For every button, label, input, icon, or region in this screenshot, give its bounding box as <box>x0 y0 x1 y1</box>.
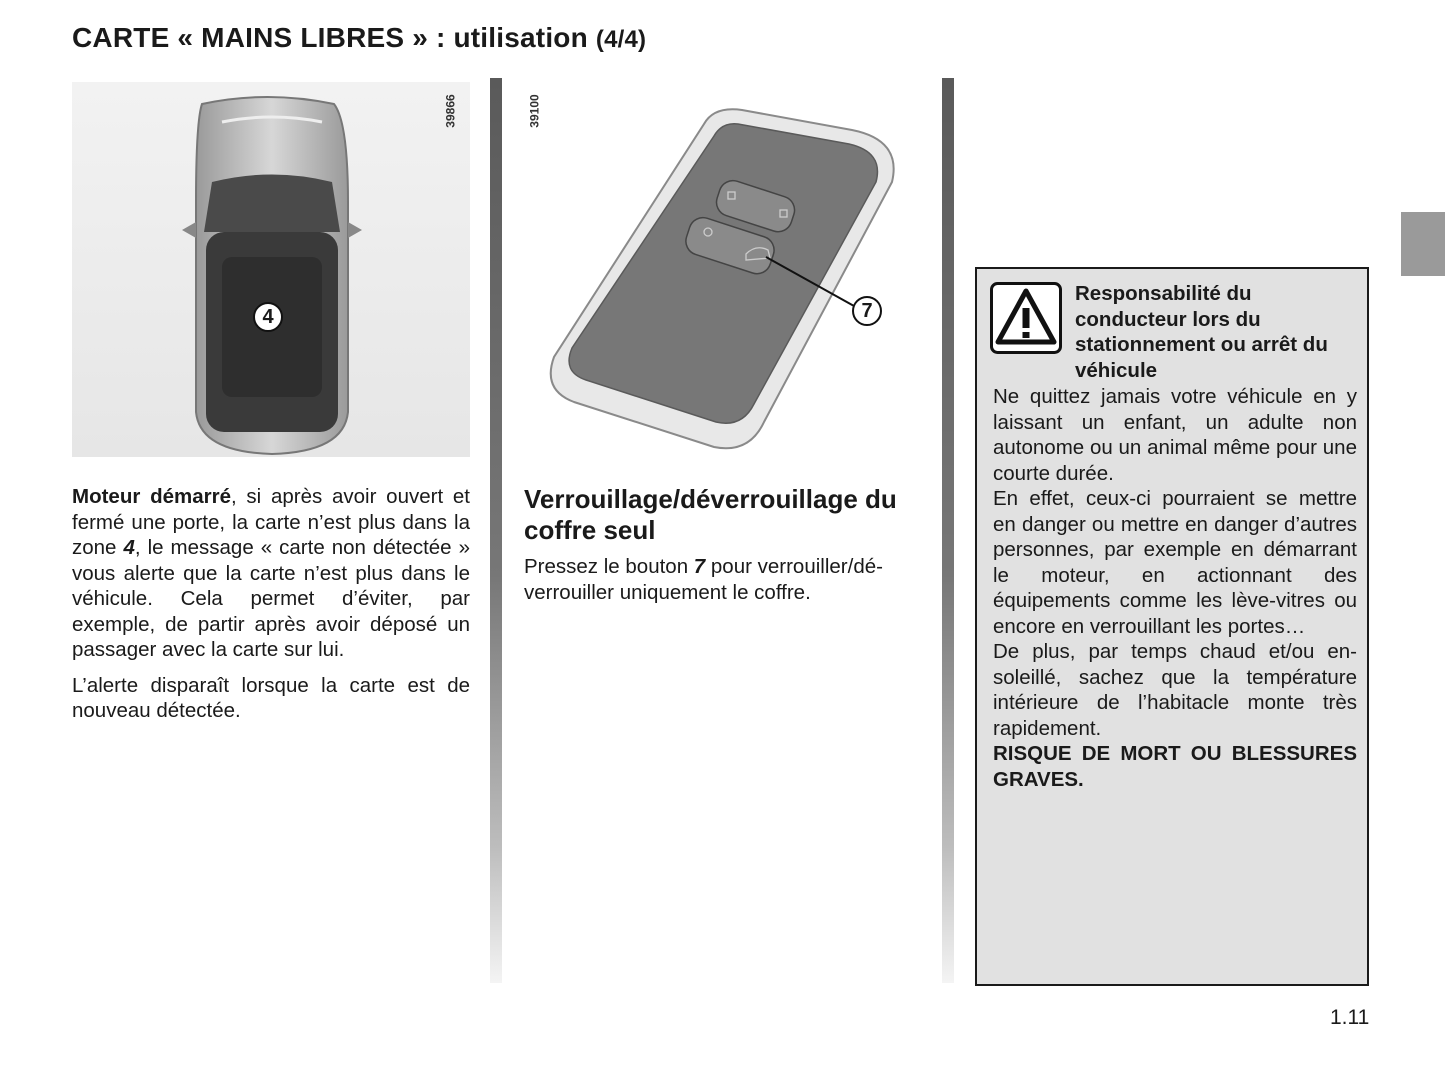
column-1-text <box>72 484 470 734</box>
paragraph-text: , si après avoir ouvert et fermé une porte, la carte n’est plus dans la zone <box>72 485 470 559</box>
page-number: 1.11 <box>1330 1006 1370 1029</box>
paragraph-text: , le message « carte non détectée » vous alerte que la carte n’est plus dans le véhicule. Cela permet d’éviter, par exemple, de partir après avoir déposé un passager avec la carte sur lui. <box>72 536 470 661</box>
paragraph-coffre <box>524 554 924 605</box>
paragraph-text: pour verrouiller/déverrouiller uniquement le coffre. <box>524 555 883 604</box>
column-divider-left <box>490 78 502 983</box>
page-title-text: CARTE « MAINS LIBRES » : utilisation <box>72 22 588 53</box>
figure-code-car: 39866 <box>443 94 458 128</box>
zone-4-label: 4 <box>253 302 283 332</box>
button-reference: 7 <box>693 555 706 578</box>
warning-paragraph-2: En effet, ceux-ci pourraient se mettre en danger ou mettre en danger d’autres personnes, par exemple en démarrant le moteur, en actionnant des équipements comme les lève-vitres ou encore en verrouillant les portes… <box>993 487 1357 638</box>
moteur-demarre-bold: Moteur démarré <box>72 485 231 508</box>
paragraph-text: Pressez le bouton <box>524 555 694 578</box>
paragraph-moteur-demarre <box>72 484 470 663</box>
figure-code-card: 39100 <box>527 94 542 128</box>
section-heading: Verrouillage/déverrouillage du coffre seul <box>524 484 897 545</box>
warning-heading: Responsabilité du conducteur lors du stationnement ou arrêt du véhicule <box>1075 282 1328 382</box>
warning-paragraph-3: De plus, par temps chaud et/ou ensoleillé, sachez que la température intérieure de l’habitacle monte très rapidement. <box>993 640 1357 740</box>
warning-triangle-icon <box>990 282 1062 354</box>
chapter-tab-marker <box>1401 212 1445 276</box>
column-divider-right <box>942 78 954 983</box>
warning-paragraph-1: Ne quittez jamais votre véhicule en y laissant un enfant, un adulte non autonome ou un animal même pour une courte durée. <box>993 385 1357 485</box>
warning-risk: RISQUE DE MORT OU BLESSURES GRAVES. <box>993 742 1357 791</box>
warning-text <box>993 384 1357 792</box>
hands-free-card-icon <box>524 82 924 457</box>
car-top-view-icon <box>72 82 470 457</box>
button-7-label: 7 <box>852 296 882 326</box>
warning-box <box>975 267 1369 986</box>
car-top-view-figure <box>72 82 470 457</box>
paragraph-alerte: L’alerte disparaît lorsque la carte est de nouveau détectée. <box>72 673 470 722</box>
page-title-suffix: (4/4) <box>595 26 647 53</box>
hands-free-card-figure <box>524 82 924 457</box>
zone-reference: 4 <box>123 536 135 559</box>
page-title <box>72 22 646 54</box>
